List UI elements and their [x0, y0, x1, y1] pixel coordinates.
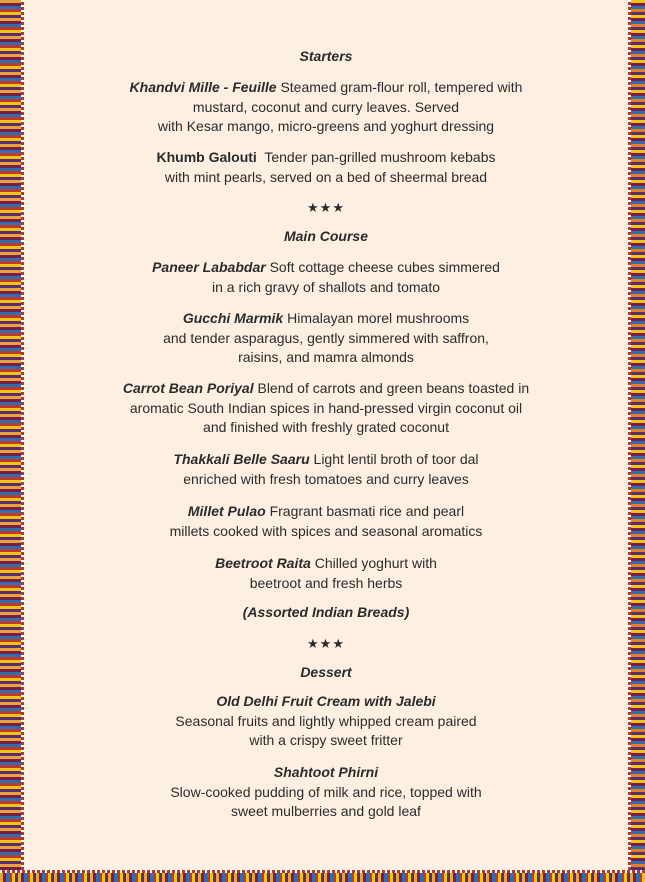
dish-name: Gucchi Marmik: [182, 310, 284, 326]
dish-beetroot-raita: Beetroot Raita Chilled yoghurt with beetroot and fresh herbs: [215, 555, 437, 591]
decorative-border-right: [628, 0, 645, 882]
decorative-border-left: [0, 0, 24, 882]
dish-khumb-galouti: Khumb Galouti Tender pan-grilled mushroom kebabs with mint pearls, served on a bed of sheermal bread: [156, 149, 496, 185]
dish-name: Khumb Galouti: [156, 149, 257, 165]
decorative-border-bottom: [0, 870, 645, 882]
dish-thakkali-belle-saaru: Thakkali Belle Saaru Light lentil broth of toor dal enriched with fresh tomatoes and curry leaves: [173, 451, 479, 487]
separator-stars-2: ★★★: [307, 636, 345, 651]
dish-name: Paneer Lababdar: [152, 259, 266, 275]
dish-name: Khandvi Mille - Feuille: [129, 79, 277, 95]
dish-paneer-lababdar: Paneer Lababdar Soft cottage cheese cubes simmered in a rich gravy of shallots and tomato: [152, 259, 500, 295]
dish-khandvi: Khandvi Mille - Feuille Steamed gram-flour roll, tempered with mustard, coconut and curry leaves. Served with Kesar mango, micro-greens and yoghurt dressing: [129, 79, 523, 134]
dish-name: Carrot Bean Poriyal: [122, 380, 254, 396]
dish-name: Old Delhi Fruit Cream with Jalebi: [216, 693, 436, 709]
separator-stars-1: ★★★: [307, 200, 345, 215]
dish-old-delhi-fruit-cream: Old Delhi Fruit Cream with Jalebi Seasonal fruits and lightly whipped cream paired with a crispy sweet fritter: [24, 692, 628, 751]
dish-name: Beetroot Raita: [215, 555, 311, 571]
dish-carrot-bean-poriyal: Carrot Bean Poriyal Blend of carrots and green beans toasted in aromatic South Indian spices in hand-pressed virgin coconut oil and finished with freshly grated coconut: [122, 380, 530, 435]
section-title-main-course: Main Course: [283, 228, 368, 244]
section-title-starters: Starters: [299, 48, 353, 64]
dish-name: Shahtoot Phirni: [273, 764, 379, 780]
section-title-dessert: Dessert: [300, 664, 352, 680]
breads-note: (Assorted Indian Breads): [242, 604, 410, 620]
dish-millet-pulao: Millet Pulao Fragrant basmati rice and pearl millets cooked with spices and seasonal aromatics: [169, 503, 483, 539]
dish-name: Millet Pulao: [187, 503, 266, 519]
dish-name: Thakkali Belle Saaru: [173, 451, 310, 467]
dish-gucchi-marmik: Gucchi Marmik Himalayan morel mushrooms and tender asparagus, gently simmered with saffron, raisins, and mamra almonds: [163, 310, 489, 365]
dish-shahtoot-phirni: Shahtoot Phirni Slow-cooked pudding of milk and rice, topped with sweet mulberries and gold leaf: [24, 763, 628, 822]
